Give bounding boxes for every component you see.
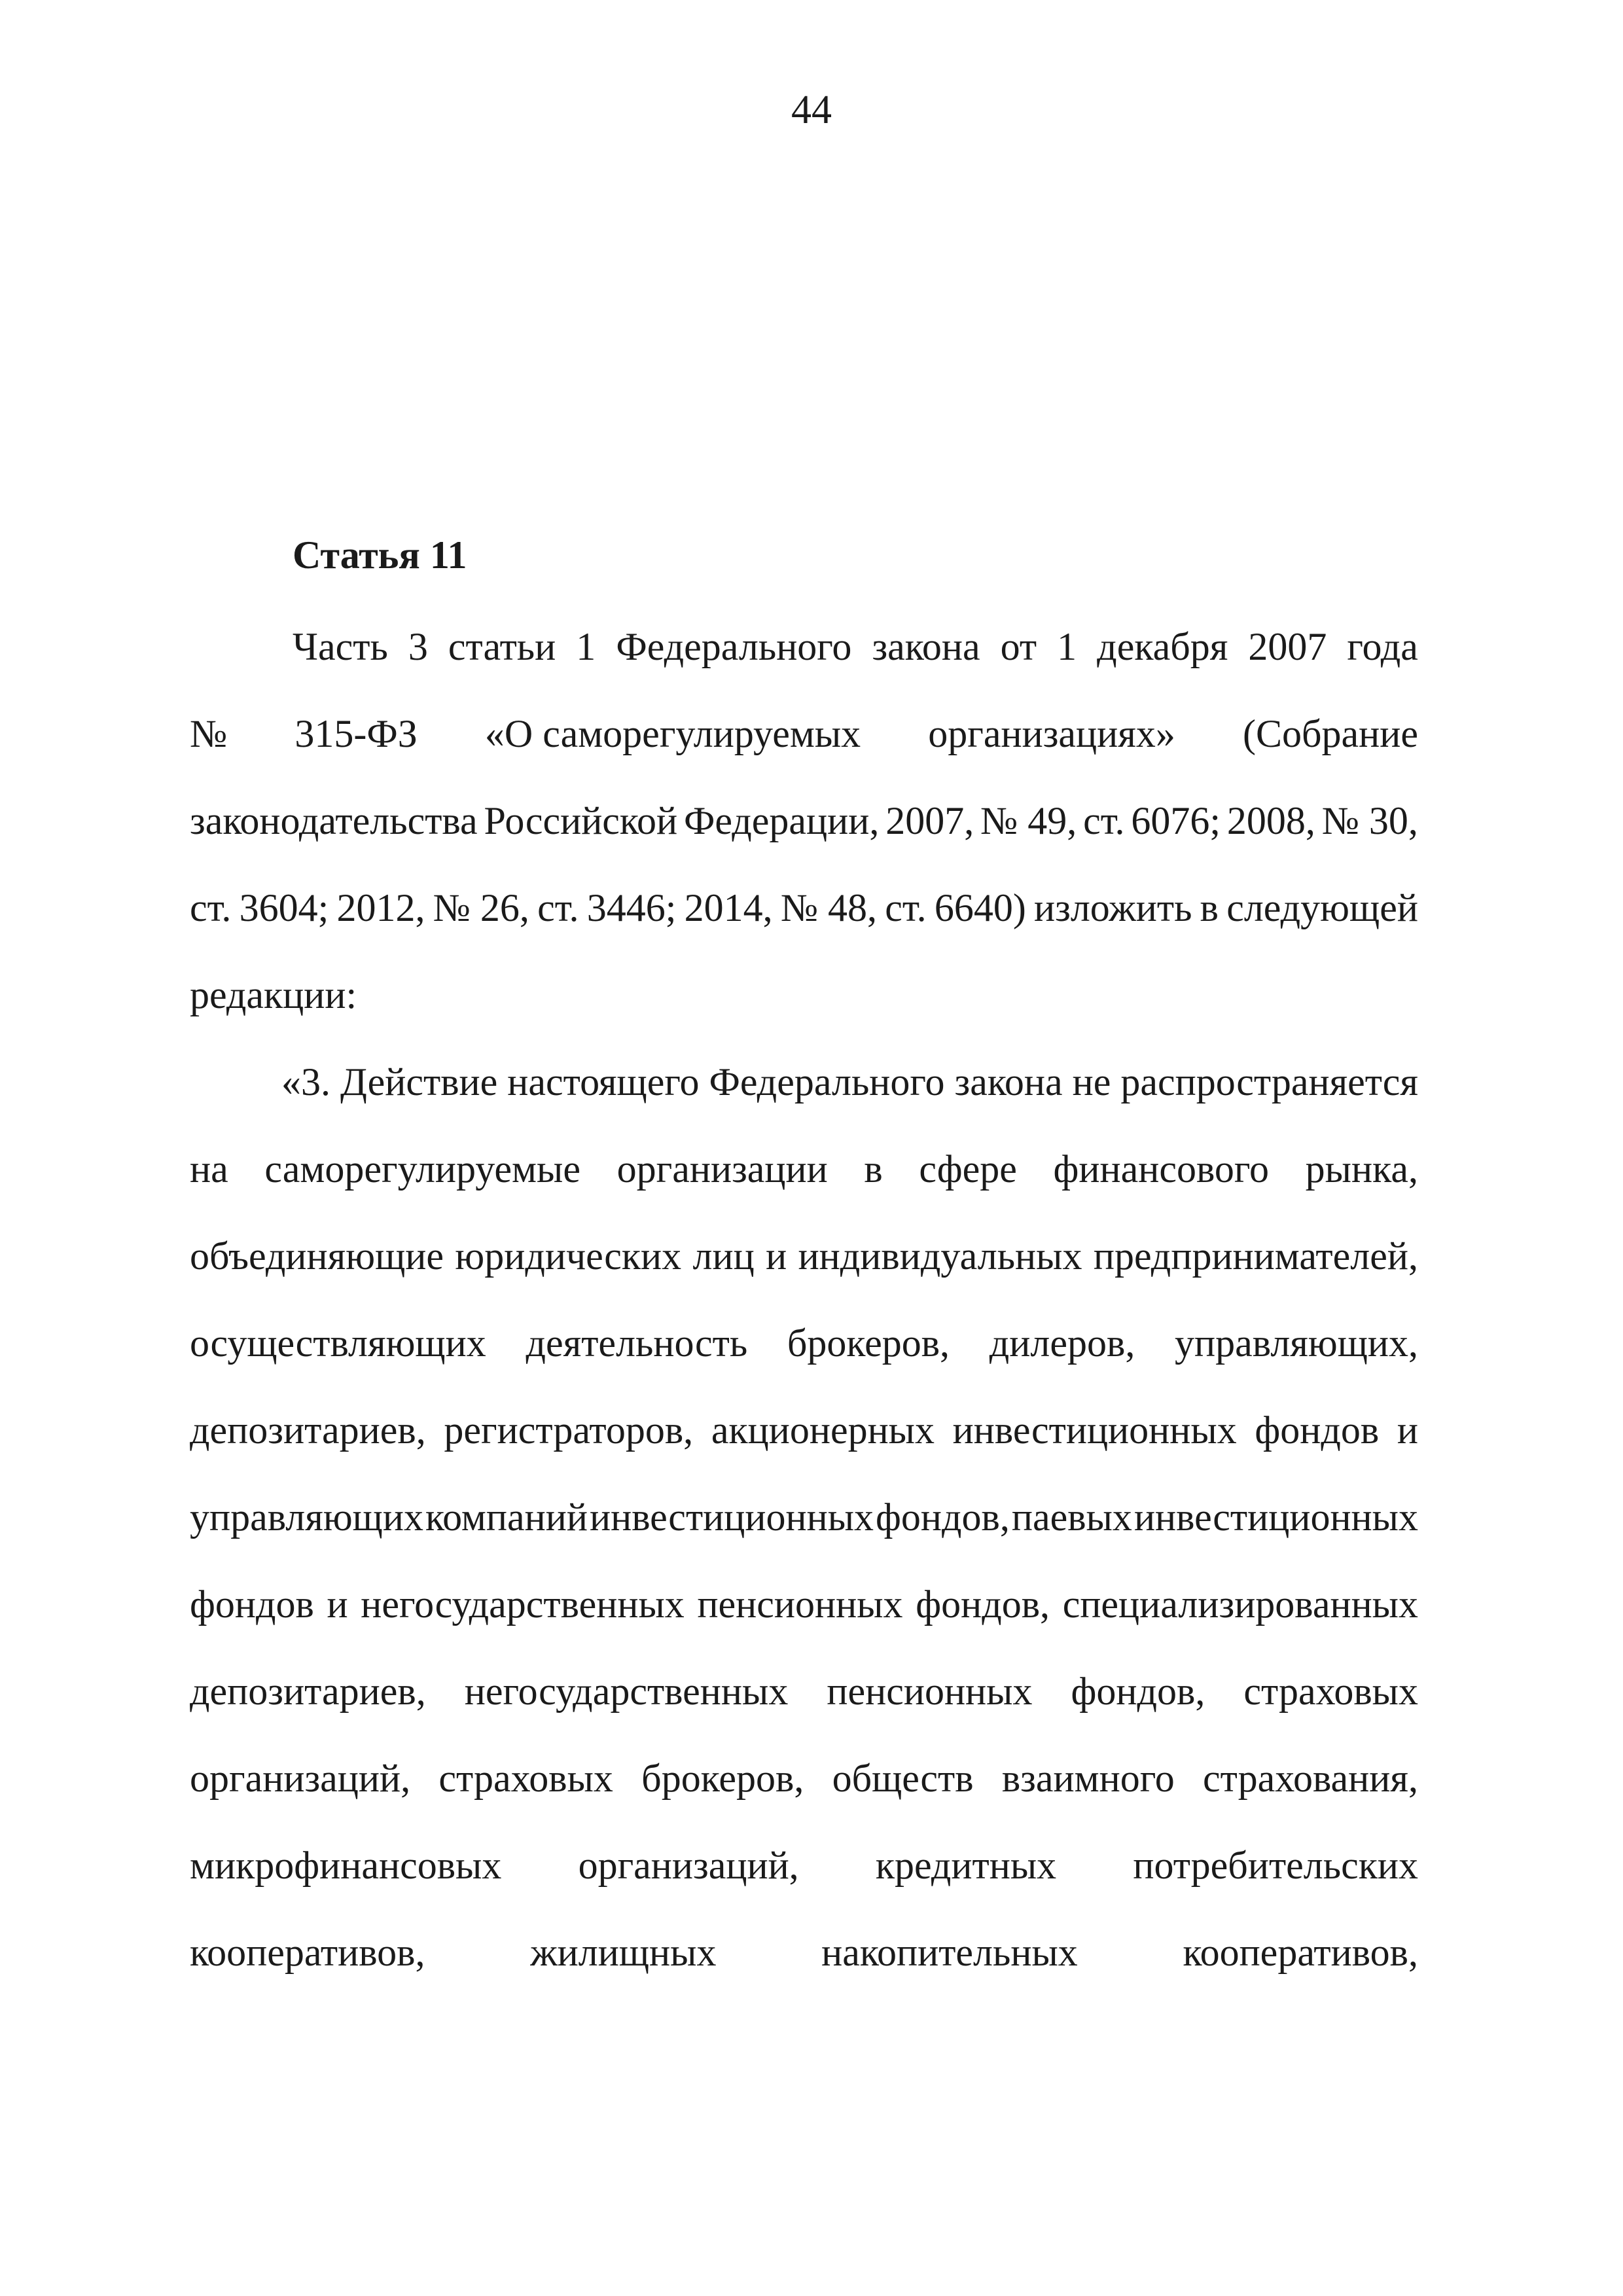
- word: страхования,: [1203, 1757, 1418, 1800]
- word: ст.: [537, 886, 579, 929]
- word: распространяется: [1120, 1060, 1418, 1103]
- word: ст.: [885, 886, 927, 929]
- word: декабря: [1097, 625, 1228, 668]
- word: акционерных: [711, 1408, 935, 1452]
- word: страховых: [438, 1757, 613, 1800]
- word: 1: [576, 625, 596, 668]
- word: рынка,: [1305, 1147, 1418, 1191]
- word: страховых: [1243, 1670, 1418, 1713]
- text-line: [190, 1491, 1418, 1543]
- word: Часть: [293, 625, 388, 668]
- word: инвестиционных: [589, 1496, 874, 1539]
- word: закона: [954, 1060, 1063, 1103]
- text-line: [190, 1665, 1418, 1717]
- word: № 49,: [980, 799, 1077, 842]
- word: осуществляющих: [190, 1321, 486, 1365]
- word: № 26,: [433, 886, 529, 929]
- word: 6076;: [1131, 799, 1221, 842]
- word: Федерального: [616, 625, 852, 668]
- text-line: [190, 1839, 1418, 1892]
- word: пенсионных: [827, 1670, 1033, 1713]
- text-line: [190, 1143, 1418, 1195]
- text-line: [190, 795, 1418, 847]
- word: негосударственных: [464, 1670, 789, 1713]
- word: компаний: [425, 1496, 588, 1539]
- word: в: [864, 1147, 883, 1191]
- word: на: [190, 1147, 228, 1191]
- word: индивидуальных: [798, 1234, 1082, 1278]
- word: статьи: [448, 625, 556, 668]
- word: объединяющие: [190, 1234, 444, 1278]
- page-number: 44: [791, 88, 832, 132]
- word: (Собрание: [1242, 712, 1418, 755]
- word: накопительных: [821, 1931, 1078, 1974]
- word: закона: [872, 625, 980, 668]
- word: в: [1200, 886, 1219, 929]
- word: организаций,: [190, 1757, 411, 1800]
- word: паевых: [1011, 1496, 1132, 1539]
- word: Действие: [340, 1060, 498, 1103]
- word: взаимного: [1001, 1757, 1175, 1800]
- word: жилищных: [530, 1931, 717, 1974]
- word: обществ: [832, 1757, 974, 1800]
- word: «3.: [281, 1060, 330, 1103]
- word: настоящего: [507, 1060, 700, 1103]
- word: и: [766, 1234, 787, 1278]
- word: юридических: [455, 1234, 682, 1278]
- word: лиц: [692, 1234, 755, 1278]
- word: инвестиционных: [952, 1408, 1237, 1452]
- word: фондов,: [916, 1583, 1050, 1626]
- text-line: [190, 882, 1418, 934]
- word: от: [1000, 625, 1037, 668]
- word: 3: [408, 625, 428, 668]
- word: потребительских: [1133, 1844, 1418, 1887]
- text-line: [190, 1578, 1418, 1630]
- word: года: [1347, 625, 1418, 668]
- word: организации: [616, 1147, 828, 1191]
- word: № 48,: [780, 886, 878, 929]
- word: брокеров,: [641, 1757, 804, 1800]
- text-line: [190, 1752, 1418, 1804]
- word: кооперативов,: [1183, 1931, 1418, 1974]
- text-line: [293, 620, 1418, 673]
- word: 3604;: [239, 886, 329, 929]
- word: депозитариев,: [190, 1408, 426, 1452]
- word: №: [190, 712, 228, 755]
- word: 315-ФЗ: [294, 712, 418, 755]
- word: 2007,: [885, 799, 974, 842]
- text-line: [190, 1404, 1418, 1456]
- word: 6640): [934, 886, 1026, 929]
- word: «О саморегулируемых: [484, 712, 861, 755]
- text-line: [190, 969, 357, 1021]
- word: 1: [1057, 625, 1077, 668]
- word: № 30,: [1321, 799, 1418, 842]
- word: кооперативов,: [190, 1931, 425, 1974]
- word: брокеров,: [787, 1321, 950, 1365]
- word: 3446;: [586, 886, 677, 929]
- word: 2012,: [336, 886, 425, 929]
- word: фондов,: [876, 1496, 1010, 1539]
- word: законодательства: [190, 799, 478, 842]
- word: следующей: [1226, 886, 1418, 929]
- word: Федерального: [709, 1060, 945, 1103]
- word: финансового: [1053, 1147, 1270, 1191]
- word: управляющих,: [1175, 1321, 1418, 1365]
- word: специализированных: [1062, 1583, 1418, 1626]
- text-line: [190, 1926, 1418, 1979]
- article-title: Статья 11: [293, 533, 467, 577]
- word: Федерации,: [684, 799, 880, 842]
- word: микрофинансовых: [190, 1844, 502, 1887]
- word: 2007: [1248, 625, 1327, 668]
- word: кредитных: [875, 1844, 1057, 1887]
- word: редакции:: [190, 973, 357, 1016]
- word: и: [327, 1583, 348, 1626]
- text-line: [190, 708, 1418, 760]
- text-line: [190, 1317, 1418, 1369]
- word: не: [1072, 1060, 1111, 1103]
- word: организациях»: [928, 712, 1175, 755]
- word: ст.: [190, 886, 232, 929]
- word: фондов: [1255, 1408, 1380, 1452]
- word: фондов,: [1071, 1670, 1205, 1713]
- word: организаций,: [578, 1844, 799, 1887]
- word: управляющих: [190, 1496, 423, 1539]
- word: сфере: [919, 1147, 1017, 1191]
- word: 2008,: [1226, 799, 1315, 842]
- word: изложить: [1034, 886, 1192, 929]
- word: регистраторов,: [444, 1408, 694, 1452]
- word: дилеров,: [989, 1321, 1135, 1365]
- word: саморегулируемые: [264, 1147, 580, 1191]
- word: 2014,: [684, 886, 773, 929]
- word: депозитариев,: [190, 1670, 426, 1713]
- word: фондов: [190, 1583, 314, 1626]
- word: деятельность: [526, 1321, 748, 1365]
- word: ст.: [1083, 799, 1125, 842]
- word: и: [1397, 1408, 1418, 1452]
- text-line: [190, 1230, 1418, 1282]
- word: негосударственных: [361, 1583, 685, 1626]
- word: пенсионных: [697, 1583, 903, 1626]
- word: Российской: [484, 799, 678, 842]
- text-line: [281, 1056, 1418, 1108]
- word: инвестиционных: [1133, 1496, 1418, 1539]
- word: предпринимателей,: [1093, 1234, 1418, 1278]
